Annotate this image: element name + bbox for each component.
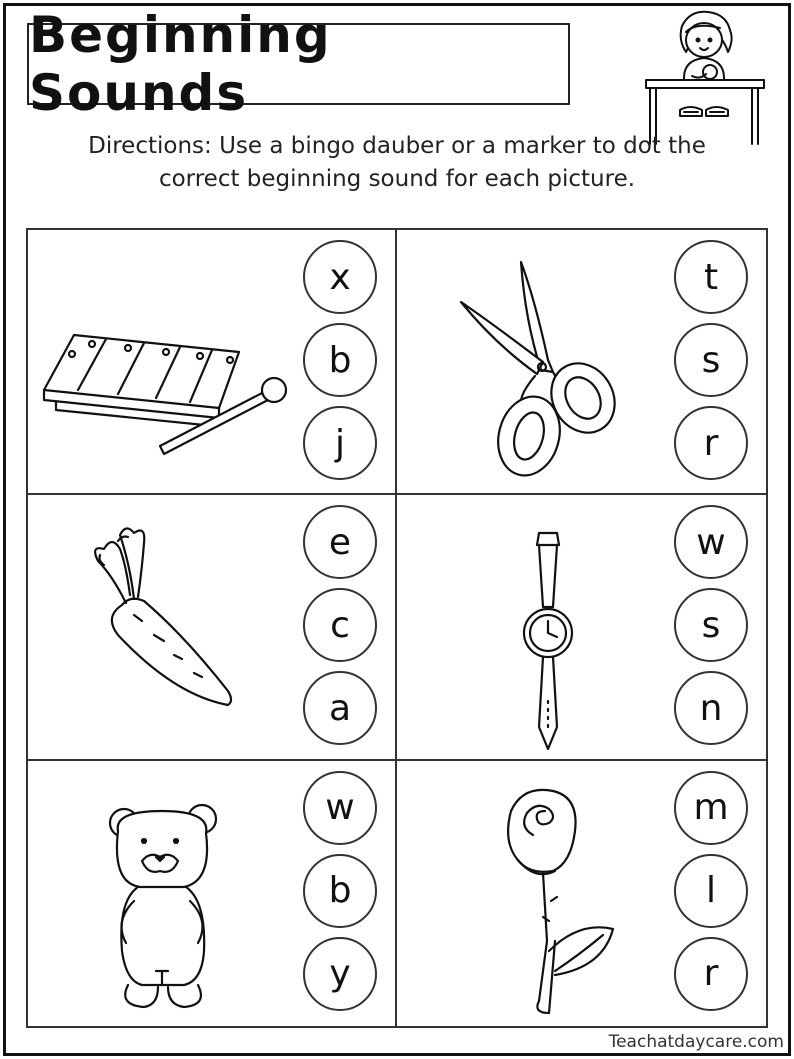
letter-circle[interactable]: w xyxy=(674,505,748,579)
item-cell xyxy=(397,230,766,495)
xylophone-icon xyxy=(34,240,294,485)
page-title: Beginning Sounds xyxy=(29,6,332,122)
letter-choices xyxy=(303,505,377,745)
directions-line-1: Directions: Use a bingo dauber or a marker to dot the xyxy=(88,133,706,159)
letter-circle[interactable]: t xyxy=(674,240,748,314)
title-box xyxy=(27,6,570,122)
letter-choices xyxy=(674,240,748,480)
letter-circle[interactable]: c xyxy=(303,588,377,662)
watch-icon xyxy=(403,505,663,750)
rose-icon xyxy=(403,771,663,1016)
letter-circle[interactable]: n xyxy=(674,671,748,745)
letter-choices xyxy=(674,505,748,745)
letter-circle[interactable]: x xyxy=(303,240,377,314)
letter-circle[interactable]: r xyxy=(674,406,748,480)
item-cell xyxy=(28,761,397,1026)
letter-circle[interactable]: w xyxy=(303,771,377,845)
letter-circle[interactable]: s xyxy=(674,588,748,662)
letter-circle[interactable]: r xyxy=(674,937,748,1011)
directions-line-2: correct beginning sound for each picture. xyxy=(158,166,636,192)
carrot-icon xyxy=(34,505,294,750)
letter-circle[interactable]: s xyxy=(674,323,748,397)
letter-choices xyxy=(303,240,377,480)
bear-icon xyxy=(34,771,294,1016)
letter-choices xyxy=(303,771,377,1011)
picture-grid xyxy=(26,228,768,1028)
directions xyxy=(30,130,764,196)
scissors-icon xyxy=(403,240,663,485)
letter-circle[interactable]: e xyxy=(303,505,377,579)
footer-website: Teachatdaycare.com xyxy=(608,1032,784,1052)
item-cell xyxy=(28,230,397,495)
letter-circle[interactable]: j xyxy=(303,406,377,480)
item-cell xyxy=(397,495,766,760)
letter-circle[interactable]: a xyxy=(303,671,377,745)
letter-circle[interactable]: b xyxy=(303,854,377,928)
letter-circle[interactable]: y xyxy=(303,937,377,1011)
letter-choices xyxy=(674,771,748,1011)
letter-circle[interactable]: l xyxy=(674,854,748,928)
letter-circle[interactable]: m xyxy=(674,771,748,845)
child-at-desk-icon xyxy=(640,6,770,146)
item-cell xyxy=(397,761,766,1026)
item-cell xyxy=(28,495,397,760)
letter-circle[interactable]: b xyxy=(303,323,377,397)
